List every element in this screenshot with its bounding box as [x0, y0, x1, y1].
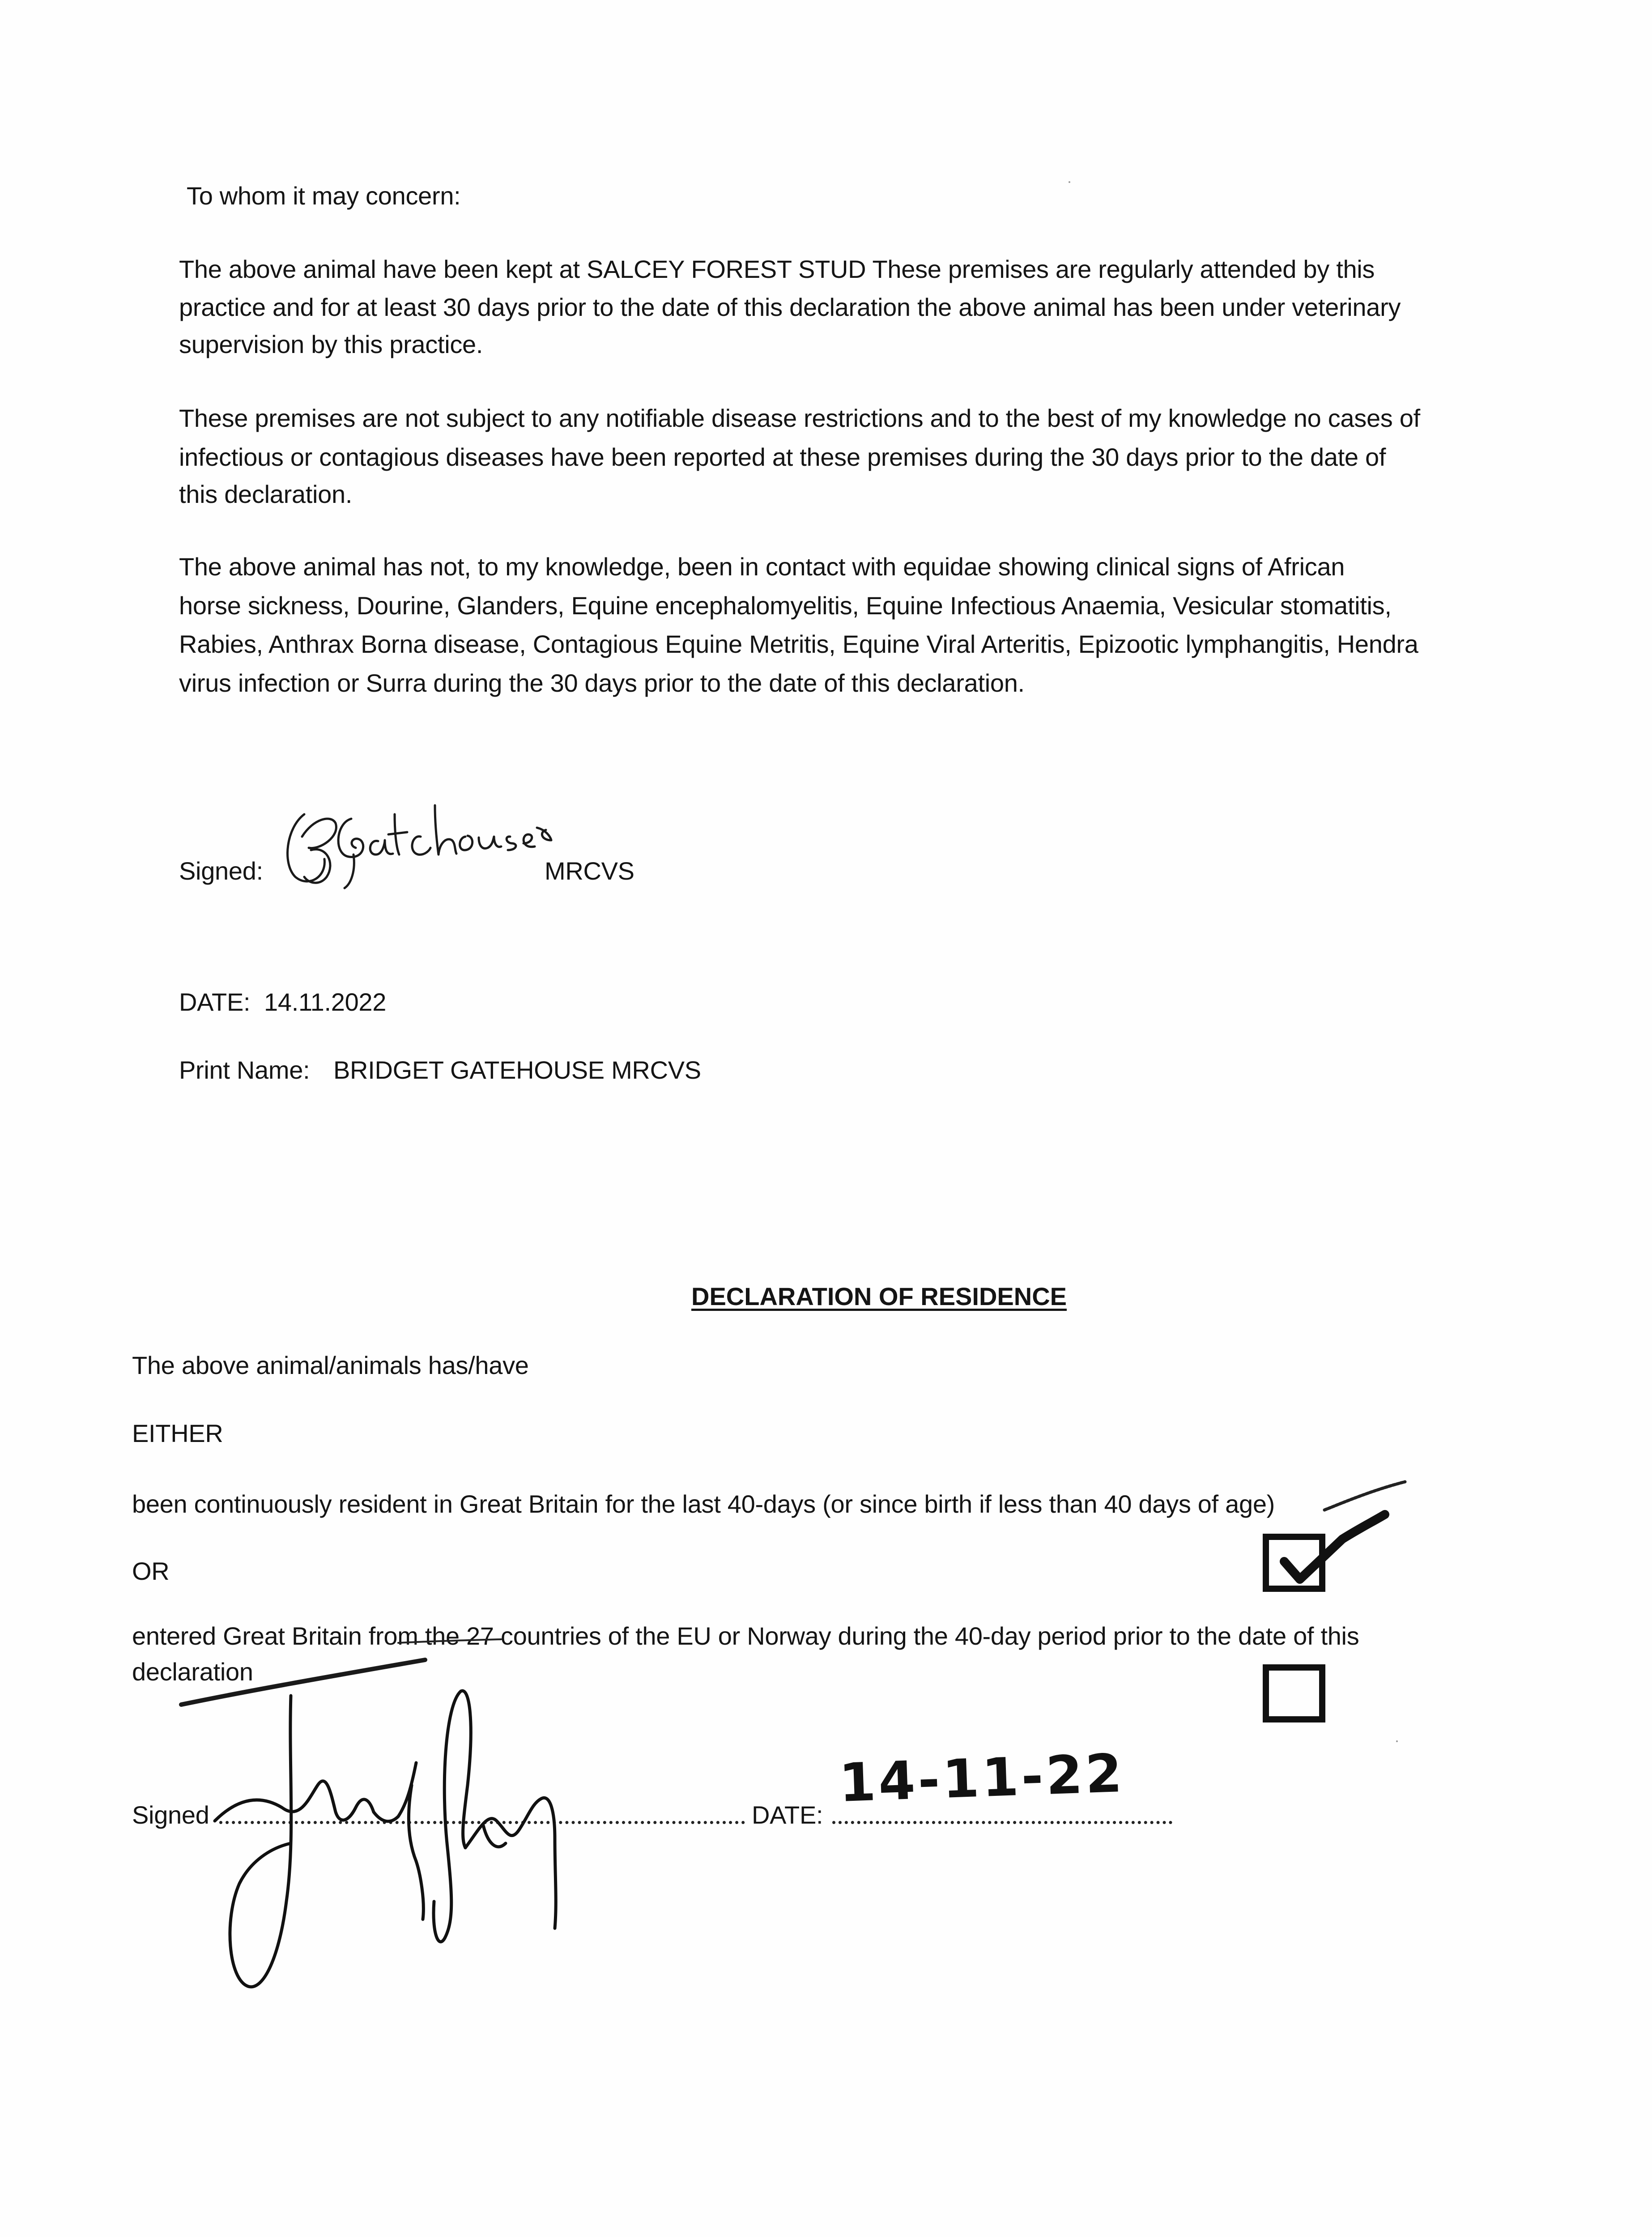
owner-date-label: DATE: — [752, 1801, 823, 1829]
option-entered-text: entered Great Britain from the 27 countries of the EU or Norway during the 40-day period prior to the date of this — [132, 1622, 1359, 1650]
paragraph-line: practice and for at least 30 days prior to the date of this declaration the above animal has been under veterinary — [179, 293, 1401, 321]
or-label: OR — [132, 1557, 170, 1585]
option-resident-text: been continuously resident in Great Britain for the last 40-days (or since birth if less than 40 days of age) — [132, 1490, 1275, 1518]
pen-stroke-strike — [396, 1633, 503, 1651]
declaration-intro: The above animal/animals has/have — [132, 1351, 529, 1379]
handwritten-date: 14-11-22 — [838, 1742, 1126, 1814]
paragraph-line: supervision by this practice. — [179, 330, 483, 358]
paragraph-line: this declaration. — [179, 480, 353, 508]
print-name-label: Print Name: — [179, 1056, 310, 1084]
owner-signature-icon — [197, 1651, 626, 2071]
date-dotted-line — [832, 1816, 1172, 1824]
check-mark-icon — [1275, 1512, 1392, 1602]
paragraph-line: infectious or contagious diseases have been reported at these premises during the 30 days prior to the date of — [179, 443, 1386, 471]
paragraph-line: virus infection or Surra during the 30 days prior to the date of this declaration. — [179, 669, 1025, 697]
date-value: 14.11.2022 — [264, 988, 387, 1016]
scan-speck — [1069, 181, 1070, 183]
signed-label: Signed: — [179, 857, 263, 885]
paragraph-line: Rabies, Anthrax Borna disease, Contagious Equine Metritis, Equine Viral Arteritis, Epizootic lymphangitis, Hendra — [179, 630, 1418, 658]
either-label: EITHER — [132, 1419, 223, 1447]
date-label: DATE: — [179, 988, 251, 1016]
entered-checkbox[interactable] — [1263, 1664, 1325, 1722]
signed-suffix: MRCVS — [545, 857, 634, 885]
vet-signature-icon — [277, 787, 555, 899]
paragraph-line: The above animal has not, to my knowledge, been in contact with equidae showing clinical signs of African — [179, 553, 1345, 581]
owner-signed-label: Signed — [132, 1801, 209, 1829]
scan-speck — [1396, 1740, 1398, 1742]
paragraph-line: These premises are not subject to any notifiable disease restrictions and to the best of my knowledge no cases of — [179, 404, 1420, 432]
print-name-value: BRIDGET GATEHOUSE MRCVS — [333, 1056, 701, 1084]
option-entered-text-cont: declaration — [132, 1658, 253, 1686]
paragraph-line: horse sickness, Dourine, Glanders, Equine encephalomyelitis, Equine Infectious Anaemia, Vesicular stomatitis, — [179, 591, 1392, 620]
paragraph-line: The above animal have been kept at SALCEY FOREST STUD These premises are regularly attended by this — [179, 255, 1375, 283]
section-heading: DECLARATION OF RESIDENCE — [691, 1282, 1067, 1310]
salutation: To whom it may concern: — [187, 182, 461, 210]
